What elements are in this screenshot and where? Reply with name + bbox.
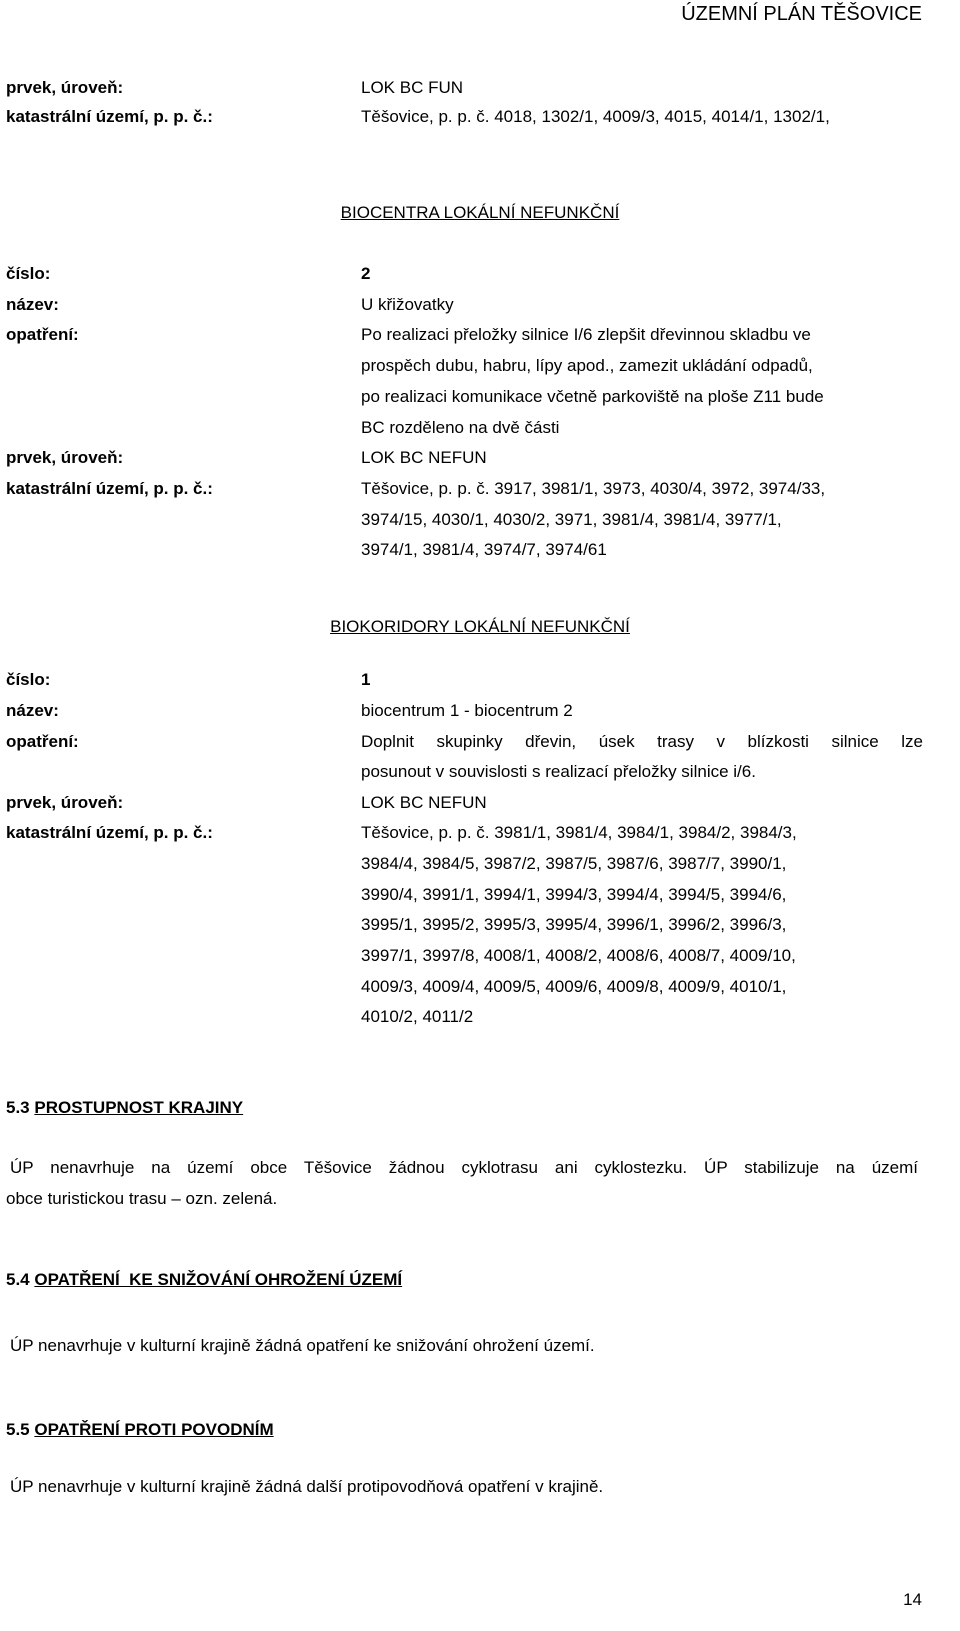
label-measure-bk: opatření: [6,732,79,751]
section-5-5-number: 5.5 [6,1420,30,1439]
label-level-bk: prvek, úroveň: [6,793,124,812]
value-name-bk: biocentrum 1 - biocentrum 2 [361,701,573,720]
section-5-5-title: OPATŘENÍ PROTI POVODNÍM [34,1420,274,1439]
biokoridory-title: BIOKORIDORY LOKÁLNÍ NEFUNKČNÍ [330,617,630,636]
section-5-3-heading [6,1098,243,1118]
cadastre-line-bk-3: 3990/4, 3991/1, 3994/1, 3994/3, 3994/4, 3994/5, 3994/6, [361,885,787,904]
value-name-bc: U křižovatky [361,295,454,314]
cadastre-line-bk-4: 3995/1, 3995/2, 3995/3, 3995/4, 3996/1, 3996/2, 3996/3, [361,915,787,934]
cadastre-line-bk-5: 3997/1, 3997/8, 4008/1, 4008/2, 4008/6, 4008/7, 4009/10, [361,946,796,965]
section-5-5-para: ÚP nenavrhuje v kulturní krajině žádná další protipovodňová opatření v krajině. [10,1477,604,1496]
value-level-top: LOK BC FUN [361,78,464,97]
label-cadastre-top: katastrální území, p. p. č.: [6,107,213,126]
label-name-bc: název: [6,295,59,314]
label-level-bc: prvek, úroveň: [6,448,124,467]
label-cadastre-bc: katastrální území, p. p. č.: [6,479,213,498]
cadastre-line-bc-2: 3974/15, 4030/1, 4030/2, 3971, 3981/4, 3981/4, 3977/1, [361,510,782,529]
section-5-4-para: ÚP nenavrhuje v kulturní krajině žádná opatření ke snižování ohrožení území. [10,1336,595,1355]
cadastre-line-bk-7: 4010/2, 4011/2 [361,1007,474,1026]
label-number-bk: číslo: [6,670,51,689]
measure-line-bc-2: prospěch dubu, habru, lípy apod., zamezit ukládání odpadů, [361,356,813,375]
value-cadastre-top: Těšovice, p. p. č. 4018, 1302/1, 4009/3, 4015, 4014/1, 1302/1, [361,107,830,126]
page-header-title: ÚZEMNÍ PLÁN TĚŠOVICE [681,3,922,25]
section-5-4-number: 5.4 [6,1270,30,1289]
cadastre-line-bk-6: 4009/3, 4009/4, 4009/5, 4009/6, 4009/8, 4009/9, 4010/1, [361,977,787,996]
value-number-bc: 2 [361,264,371,283]
label-measure-bc: opatření: [6,325,79,344]
section-5-3-title: PROSTUPNOST KRAJINY [34,1098,244,1117]
section-5-3-number: 5.3 [6,1098,30,1117]
section-5-4-title: OPATŘENÍ KE SNIŽOVÁNÍ OHROŽENÍ ÚZEMÍ [34,1270,403,1289]
biocentra-title: BIOCENTRA LOKÁLNÍ NEFUNKČNÍ [340,203,620,222]
label-number-bc: číslo: [6,264,51,283]
measure-line-bk-2: posunout v souvislosti s realizací přeložky silnice i/6. [361,762,756,781]
measure-line-bk-1: Doplnit skupinky dřevin, úsek trasy v blízkosti silnice lze [361,732,923,751]
label-level-top: prvek, úroveň: [6,78,124,97]
cadastre-line-bk-1: Těšovice, p. p. č. 3981/1, 3981/4, 3984/1, 3984/2, 3984/3, [361,823,797,842]
value-level-bc: LOK BC NEFUN [361,448,487,467]
label-name-bk: název: [6,701,59,720]
measure-line-bc-1: Po realizaci přeložky silnice I/6 zlepšit dřevinnou skladbu ve [361,325,811,344]
label-cadastre-bk: katastrální území, p. p. č.: [6,823,213,842]
cadastre-line-bc-1: Těšovice, p. p. č. 3917, 3981/1, 3973, 4030/4, 3972, 3974/33, [361,479,826,498]
page-number: 14 [903,1590,922,1609]
section-5-3-para-line-2: obce turistickou trasu – ozn. zelená. [6,1189,278,1208]
value-number-bk: 1 [361,670,371,689]
section-5-5-heading [6,1420,274,1440]
measure-line-bc-3: po realizaci komunikace včetně parkoviště na ploše Z11 bude [361,387,824,406]
section-5-3-para-line-1: ÚP nenavrhuje na území obce Těšovice žádnou cyklotrasu ani cyklostezku. ÚP stabilizuje na území [10,1158,918,1177]
value-level-bk: LOK BC NEFUN [361,793,487,812]
measure-line-bc-4: BC rozděleno na dvě části [361,418,560,437]
cadastre-line-bc-3: 3974/1, 3981/4, 3974/7, 3974/61 [361,540,607,559]
cadastre-line-bk-2: 3984/4, 3984/5, 3987/2, 3987/5, 3987/6, 3987/7, 3990/1, [361,854,787,873]
section-5-4-heading [6,1270,402,1290]
